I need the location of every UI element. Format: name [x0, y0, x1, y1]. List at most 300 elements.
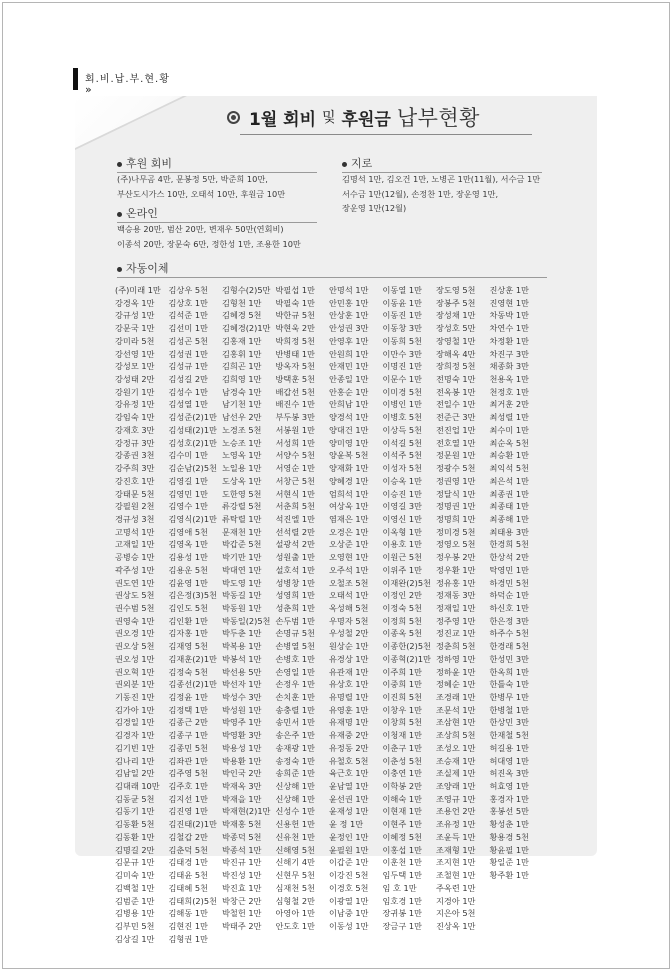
list-item: 박종석 1만 [222, 844, 262, 855]
list-item: 박한규 5천 [275, 310, 315, 321]
online-line: 백승용 20만, 범산 20만, 변재우 50만(연회비) [117, 224, 284, 234]
list-item: 권오상 5천 [115, 641, 155, 652]
auto-column [222, 284, 276, 945]
giro-rule [342, 172, 542, 173]
giro-line: 장운영 1만(12월) [342, 203, 407, 213]
list-item: 안원희 1만 [329, 348, 369, 359]
list-item: 김순남(2)5천 [168, 463, 217, 474]
list-item: 김경일 1만 [115, 717, 155, 728]
list-item: 김성준(2)1만 [168, 412, 217, 423]
list-item: 안성권 3만 [329, 323, 369, 334]
list-item: 문재천 1만 [222, 526, 262, 537]
auto-column [383, 284, 437, 945]
list-item [490, 895, 544, 908]
list-item: 김형권 1만 [168, 933, 208, 944]
list-item: 이청재 1만 [382, 730, 422, 741]
list-item: 조철현 1만 [436, 870, 476, 881]
list-item: 이위주 1만 [382, 564, 422, 575]
auto-column [436, 284, 490, 945]
list-item: 김태경 1만 [168, 857, 208, 868]
list-item: 안명석 1만 [329, 285, 369, 295]
list-item: 박기만 1만 [222, 552, 262, 563]
list-item: 장해옥 4만 [436, 348, 476, 359]
list-item: 전명숙 1만 [436, 374, 476, 385]
list-item: 이만수 3만 [382, 348, 422, 359]
list-item: 공병승 1만 [115, 552, 155, 563]
list-item: 이현재 1만 [382, 806, 422, 817]
list-item: 장성호 5만 [436, 323, 476, 334]
list-item: 김성곤 5천 [168, 335, 208, 346]
list-item: 김혜경 5천 [222, 310, 262, 321]
list-item: 박희정 5천 [275, 335, 315, 346]
list-item: 박복용 1만 [222, 641, 262, 652]
list-item: 정재일 1만 [436, 602, 476, 613]
list-item: 지경아 1만 [436, 895, 476, 906]
list-item: 강필원 2천 [115, 501, 155, 512]
list-item [436, 933, 490, 946]
list-item: 강진호 1만 [115, 475, 155, 486]
list-item: 이정희 5천 [382, 615, 422, 626]
list-item: 이영신 1만 [382, 513, 422, 524]
list-item: 김동환 1만 [115, 831, 155, 842]
list-item: 이동창 3만 [382, 323, 422, 334]
list-item: 유재명 1만 [329, 717, 369, 728]
list-item: 양재화 1만 [329, 463, 369, 474]
list-item: 김용성 1만 [168, 552, 208, 563]
list-item: 최종태 1만 [489, 501, 529, 512]
list-item: 이종혁(2)1만 [382, 653, 431, 664]
list-item: 박동원 1만 [222, 602, 262, 613]
list-item: 전옥봉 1만 [436, 386, 476, 397]
list-item: 정달식 1만 [436, 488, 476, 499]
list-item: 허효영 1만 [489, 781, 529, 792]
list-item: 김수미 1만 [168, 450, 208, 461]
list-item [276, 933, 330, 946]
list-item: 이동진 1만 [382, 310, 422, 321]
list-item: 황성춘 1만 [489, 819, 529, 830]
list-item: 신유천 1만 [275, 831, 315, 842]
list-item: 이춘구 1만 [382, 742, 422, 753]
list-item: 방택훈 5천 [275, 374, 315, 385]
list-item: 이승옥 1만 [382, 475, 422, 486]
list-item: 정혜순 1만 [436, 679, 476, 690]
list-item: 박진효 1만 [222, 882, 262, 893]
list-item: 장금구 1만 [382, 920, 422, 931]
list-item: 양대건 1만 [329, 424, 369, 435]
list-item: 이문수 1만 [382, 374, 422, 385]
list-item: 노승조 1만 [222, 437, 262, 448]
list-item: 유재중 2만 [329, 730, 369, 741]
sponsor-line: (주)나무곰 4만, 문봉정 5만, 박준희 10만, [117, 174, 268, 184]
list-item: 김인도 5천 [168, 602, 208, 613]
online-line: 이종석 20만, 장문숙 6만, 정한성 1만, 조용한 10만 [117, 238, 301, 249]
list-item: 주옥련 1만 [436, 882, 476, 893]
list-item: 강성태 2만 [115, 374, 155, 385]
list-item: 이명진 1만 [382, 361, 422, 372]
list-item: 안영후 1만 [329, 335, 369, 346]
online-rule [117, 222, 317, 223]
list-item: 이종한(2)5천 [382, 641, 431, 652]
list-item: 이재완(2)5천 [382, 577, 431, 588]
list-item: 박영환 3만 [222, 730, 262, 741]
auto-column [276, 284, 330, 945]
list-item: 이강진 5천 [329, 870, 369, 881]
double-arrow-icon: » [85, 83, 92, 96]
list-item: 권영숙 1만 [115, 615, 155, 626]
sponsor-section [117, 157, 337, 201]
list-item: 하신호 1만 [489, 602, 529, 613]
list-item: 최승환 1만 [489, 450, 529, 461]
list-item: 송충렬 1만 [275, 704, 315, 715]
list-item: 김홍휘 1만 [222, 348, 262, 359]
list-item: 이동성 1만 [329, 920, 369, 931]
list-item: 권도연 1만 [115, 577, 155, 588]
list-item: 이병호 5천 [382, 412, 422, 423]
list-item: 조양래 1만 [436, 781, 476, 792]
list-item: 전호열 1만 [436, 437, 476, 448]
list-item: 이훈천 1만 [382, 857, 422, 868]
list-item: 김주영 5천 [168, 768, 208, 779]
list-item: 석진엘 1만 [275, 513, 315, 524]
list-item: 김영길 1만 [168, 475, 208, 486]
list-item: 장도영 5천 [436, 285, 476, 295]
list-item: 전준근 3만 [436, 412, 476, 423]
list-item: 김성규 1만 [168, 361, 208, 372]
list-item: 김상길 1만 [115, 933, 155, 944]
list-item: 김태혜 5천 [168, 882, 208, 893]
list-item: 김상호 1만 [168, 297, 208, 308]
list-item: 김혜경(2)1만 [222, 323, 271, 334]
list-item: 김희영 1만 [222, 374, 262, 385]
list-item: 강유정 1만 [115, 399, 155, 410]
list-item: 유경상 1만 [329, 653, 369, 664]
list-item: 윤남열 1만 [329, 781, 369, 792]
list-item: 이정숙 5천 [382, 602, 422, 613]
list-item: 조삼현 1만 [436, 717, 476, 728]
list-item: 박용환 1만 [222, 755, 262, 766]
list-item: 이용호 1만 [382, 539, 422, 550]
list-item: 손명규 5천 [275, 628, 315, 639]
list-item: 안재민 1만 [329, 361, 369, 372]
list-item: 임두택 1만 [382, 870, 422, 881]
list-item: 천정호 1만 [489, 386, 529, 397]
list-item: 권상도 5천 [115, 590, 155, 601]
list-item: 김기빈 1만 [115, 742, 155, 753]
list-item: 윤 정 1만 [329, 819, 364, 830]
list-item: 서춘희 5천 [275, 501, 315, 512]
list-item: 김정택 1만 [168, 704, 208, 715]
list-item: 김자홍 1만 [168, 628, 208, 639]
list-item: 유철호 5천 [329, 755, 369, 766]
title-part-3: 후원금 [341, 109, 391, 130]
auto-rule [117, 277, 547, 278]
list-item: 반병태 1만 [275, 348, 315, 359]
list-item: 윤선권 1만 [329, 793, 369, 804]
list-item: 조영규 1만 [436, 793, 476, 804]
list-item: 채종화 3만 [489, 361, 529, 372]
list-item: 임호경 1만 [382, 895, 422, 906]
list-item: 김성길 2만 [168, 374, 208, 385]
list-item: 진상훈 1만 [489, 285, 529, 295]
bullet-dot-icon [117, 267, 122, 272]
list-item: 정영오 5천 [436, 539, 476, 550]
list-item: 이갑준 1만 [329, 857, 369, 868]
list-item: 차진구 3만 [489, 348, 529, 359]
list-item: 권오경 1만 [115, 628, 155, 639]
list-item: 권수범 5천 [115, 602, 155, 613]
list-item: 정문원 1만 [436, 450, 476, 461]
list-item: 박갑준 5천 [222, 539, 262, 550]
list-item: 홍봉선 5만 [489, 806, 529, 817]
list-item: 배갑선 5천 [275, 386, 315, 397]
auto-heading: 자동이체 [117, 262, 317, 277]
list-item: 황주환 1만 [489, 870, 529, 881]
list-item: 김종민 5천 [168, 742, 208, 753]
list-item: 이정인 2만 [382, 590, 422, 601]
list-item: 황윤필 1만 [489, 844, 529, 855]
title-part-2: 및 [322, 110, 336, 126]
list-item [490, 920, 544, 933]
list-item: 도상옥 1만 [222, 475, 262, 486]
bullet-dot-icon [117, 162, 122, 167]
list-item: 임 호 1만 [382, 882, 417, 893]
list-item: 강정규 3만 [115, 437, 155, 448]
list-item: 정춘희 5천 [436, 641, 476, 652]
list-item: 윤재성 1만 [329, 806, 369, 817]
list-item: 이해숙 1만 [382, 793, 422, 804]
list-item: 안희남 1만 [329, 399, 369, 410]
list-item: 허대영 1만 [489, 755, 529, 766]
list-item: 배진수 1만 [275, 399, 315, 410]
list-item: 김진태(2)1만 [168, 819, 217, 830]
list-item: 조윤득 1만 [436, 831, 476, 842]
list-item: 오영현 1만 [329, 552, 369, 563]
list-item: 서봉원 1만 [275, 424, 315, 435]
list-item: 안홍순 1만 [329, 386, 369, 397]
list-item: 오태석 1만 [329, 590, 369, 601]
list-item: 김태윤 5천 [168, 870, 208, 881]
list-item: 김미숙 1만 [115, 870, 155, 881]
list-item: 김가아 1만 [115, 704, 155, 715]
list-item: 김희곤 1만 [222, 361, 262, 372]
list-item: 조유정 1만 [436, 819, 476, 830]
list-item: 부두봉 3만 [275, 412, 315, 423]
list-item: 한상민 3만 [489, 717, 529, 728]
list-item: 이성자 5천 [382, 463, 422, 474]
list-item: 장영철 1만 [436, 335, 476, 346]
list-item: 이춘성 5천 [382, 755, 422, 766]
list-item: 천용옥 1만 [489, 374, 529, 385]
list-item: 엄희석 1만 [329, 488, 369, 499]
list-item: 김영옥 1만 [168, 539, 208, 550]
list-item: 정광수 5천 [436, 463, 476, 474]
list-item: 탁영민 1만 [489, 564, 529, 575]
list-item: 이석길 5천 [382, 437, 422, 448]
list-item: 강선영 1만 [115, 348, 155, 359]
list-item: 김해동 1만 [168, 908, 208, 919]
list-item: 한병철 1만 [489, 704, 529, 715]
list-item: 박봉석 1만 [222, 653, 262, 664]
list-item: 김남일 2만 [115, 768, 155, 779]
list-item: 박동일(2)5천 [222, 615, 271, 626]
list-item: 강재호 3만 [115, 424, 155, 435]
list-item: 고재일 1만 [115, 539, 155, 550]
list-item: 이진희 5천 [382, 692, 422, 702]
list-item: 윤정인 1만 [329, 831, 369, 842]
list-item: 박성원 1만 [222, 704, 262, 715]
list-item: 장희정 5천 [436, 361, 476, 372]
list-item: 여상욱 1만 [329, 501, 369, 512]
list-item: 박동길 1만 [222, 590, 262, 601]
list-item: 유정동 2만 [329, 742, 369, 753]
list-item: 남선우 2만 [222, 412, 262, 423]
bullet-dot-icon [342, 162, 347, 167]
list-item: 조지현 1만 [436, 857, 476, 868]
list-item: 이동열 1만 [382, 285, 422, 295]
list-item: 김성수 1만 [168, 386, 208, 397]
list-item: 이병인 1만 [382, 399, 422, 410]
section-marker [73, 68, 78, 90]
list-item: 이홍섭 1만 [382, 844, 422, 855]
list-item: 박철헌 1만 [222, 908, 262, 919]
list-item: 이동윤 1만 [382, 297, 422, 308]
list-item: 김영수 1만 [168, 501, 208, 512]
list-item: 한재철 5천 [489, 730, 529, 741]
list-item: 강성모 1만 [115, 361, 155, 372]
list-item: 이동희 5천 [382, 335, 422, 346]
list-item: 김윤영 1만 [168, 577, 208, 588]
list-item: 조경래 1만 [436, 692, 476, 702]
list-item: 육근호 1만 [329, 768, 369, 779]
auto-transfer-list [115, 284, 543, 945]
list-item: 진영현 1만 [489, 297, 529, 308]
list-item: 정우봉 2만 [436, 552, 476, 563]
list-item: 조문석 1만 [436, 704, 476, 715]
list-item: 방옥자 5천 [275, 361, 315, 372]
list-item: 설호석 1만 [275, 564, 315, 575]
list-item: 한경희 5천 [489, 539, 529, 550]
list-item: 한상석 2만 [489, 552, 529, 563]
list-item: 우성철 2만 [329, 628, 369, 639]
list-item: 김인환 1만 [168, 615, 208, 626]
list-item: 권외분 1만 [115, 679, 155, 690]
list-item: 서영순 1만 [275, 463, 315, 474]
title-part-4: 납부현황 [396, 106, 480, 130]
list-item: 한경래 5천 [489, 641, 529, 652]
list-item: 오주석 1만 [329, 564, 369, 575]
list-item: 김종선(2)1만 [168, 679, 217, 690]
list-item: 양경석 1만 [329, 412, 369, 423]
list-item [490, 907, 544, 920]
list-item: 류강렬 5천 [222, 501, 262, 512]
list-item: 최익석 5천 [489, 463, 529, 474]
list-item: 박선용 5만 [222, 666, 262, 677]
list-item: 김지선 1만 [168, 793, 208, 804]
list-item: 박창근 2만 [222, 895, 262, 906]
list-item: 정우환 1만 [436, 564, 476, 575]
list-item: 고명석 1만 [115, 526, 155, 537]
list-item: 정권영 1만 [436, 475, 476, 486]
list-item [329, 933, 383, 946]
list-item: 양윤복 5천 [329, 450, 369, 461]
giro-heading: 지로 [342, 157, 552, 172]
list-item: 박용성 1만 [222, 742, 262, 753]
list-item: 정미경 5천 [436, 526, 476, 537]
list-item: 진상옥 1만 [436, 920, 476, 931]
list-item: 서양수 5천 [275, 450, 315, 461]
list-item: 강주희 3만 [115, 463, 155, 474]
auto-column [169, 284, 223, 945]
list-item: 이혜정 5천 [382, 831, 422, 842]
list-item [490, 933, 544, 946]
list-item: 성병창 1만 [275, 577, 315, 588]
list-item: 신성수 1만 [275, 806, 315, 817]
list-item: 이남중 1만 [329, 908, 369, 919]
list-item: 김영식(2)1만 [168, 513, 217, 524]
list-item: 이석주 5천 [382, 450, 422, 461]
list-item: 김철갑 2만 [168, 831, 208, 842]
list-item: 조용언 2만 [436, 806, 476, 817]
list-item: 서창근 5천 [275, 475, 315, 486]
list-item: 김성열 1만 [168, 399, 208, 410]
list-item [383, 933, 437, 946]
list-item: 김범준 1만 [115, 895, 155, 906]
list-item: 최종권 1만 [489, 488, 529, 499]
list-item: 송희준 1만 [275, 768, 315, 779]
list-item: 이주희 1만 [382, 666, 422, 677]
list-item: 심형철 2만 [275, 895, 315, 906]
list-item: 강경옥 1만 [115, 297, 155, 308]
list-item: 류탁렬 1만 [222, 513, 262, 524]
list-item: 박두춘 1만 [222, 628, 262, 639]
list-item: 윤필원 1만 [329, 844, 369, 855]
list-item: 손영일 1만 [275, 666, 315, 677]
list-item: 최은석 1만 [489, 475, 529, 486]
giro-section [342, 157, 552, 216]
list-item: 박성수 3만 [222, 692, 262, 702]
list-item: 김문규 1만 [115, 857, 155, 868]
list-item: 김백철 1만 [115, 882, 155, 893]
list-item: 한은정 3만 [489, 615, 529, 626]
list-item: 신현무 5천 [275, 870, 315, 881]
list-item: 김종근 2만 [168, 717, 208, 728]
list-item: 김정숙 5천 [168, 666, 208, 677]
list-item: 하주수 5천 [489, 628, 529, 639]
list-item: 노영옥 1만 [222, 450, 262, 461]
list-item: 송재광 1만 [275, 742, 315, 753]
list-item: 권오성 1만 [115, 653, 155, 664]
list-item: 송정숙 1만 [275, 755, 315, 766]
sponsor-heading: 후원 회비 [117, 157, 337, 172]
list-item: 이창희 5천 [382, 717, 422, 728]
list-item: 최태용 3만 [489, 526, 529, 537]
list-item: 정하윤 1만 [436, 666, 476, 677]
list-item: 박종덕 5천 [222, 831, 262, 842]
giro-line: 서수금 1만(12월), 손정찬 1만, 장운영 1만, [342, 188, 499, 199]
list-item: 오경은 1만 [329, 526, 369, 537]
list-item [490, 882, 544, 895]
list-item: 박재홍 5천 [222, 819, 262, 830]
list-item: 홍경자 1만 [489, 793, 529, 804]
list-item: 안도호 1만 [275, 920, 315, 931]
auto-section [117, 262, 317, 277]
list-item: 하경민 5천 [489, 577, 529, 588]
list-item: 송민서 1만 [275, 717, 315, 728]
list-item: 노경조 5천 [222, 424, 262, 435]
list-item: 양혜경 1만 [329, 475, 369, 486]
list-item: 김명길 2만 [115, 844, 155, 855]
list-item: 박도영 1만 [222, 577, 262, 588]
